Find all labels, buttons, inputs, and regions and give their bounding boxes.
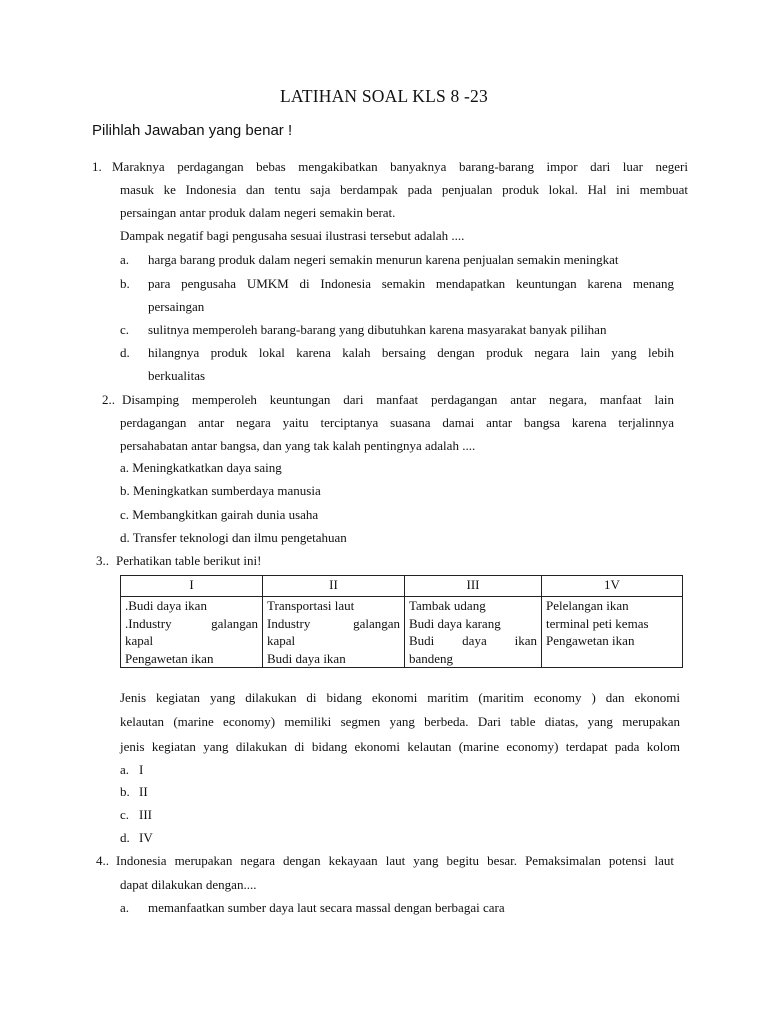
q2-option-c: c. Membangkitkan gairah dunia usaha [120,507,319,522]
page-title: LATIHAN SOAL KLS 8 -23 [280,86,488,106]
instruction-heading: Pilihlah Jawaban yang benar ! [92,122,293,139]
table-cell-col-2 [263,597,405,668]
q1-option-letter: a. [120,252,130,267]
cell-line: Industry galangan [267,615,400,631]
q1-text-line: Dampak negatif bagi pengusaha sesuai ilustrasi tersebut adalah .... [120,228,465,243]
q3-text-line: Jenis kegiatan yang dilakukan di bidang ekonomi maritim (maritim economy ) dan ekonomi [120,690,680,705]
q3-text-line: jenis kegiatan yang dilakukan di bidang ekonomi kelautan (marine economy) terdapat pada kolom [120,739,680,754]
cell-line: Pelelangan ikan [546,598,629,613]
q1-option-a: harga barang produk dalam negeri semakin menurun karena penjualan semakin meningkat [148,252,619,267]
cell-line: .Industry galangan [125,615,258,631]
q1-text-line: masuk ke Indonesia dan tentu saja berdampak pada penjualan produk lokal. Hal ini membuat [120,182,688,197]
q1-option-letter: c. [120,322,130,337]
cell-line: Tambak udang [409,598,486,613]
q4-text-line: Indonesia merupakan negara dengan kekayaan laut yang begitu besar. Pemaksimalan potensi laut [116,853,674,868]
q3-intro: Perhatikan table berikut ini! [116,553,262,568]
q1-option-letter: d. [120,345,130,360]
cell-line: Budi daya karang [409,615,501,631]
q3-option-letter: a. [120,762,130,777]
table-cell-col-4 [542,597,683,668]
q4-option-letter: a. [120,900,130,915]
q1-option-letter: b. [120,276,130,291]
q3-option-letter: d. [120,830,130,845]
q3-option-letter: b. [120,784,130,799]
cell-line: kapal [267,633,296,648]
q4-text-line: dapat dilakukan dengan.... [120,877,257,892]
q1-option-d: hilangnya produk lokal karena kalah bersaing dengan produk negara lain yang lebih [148,345,674,360]
cell-line: .Budi daya ikan [125,598,207,613]
column-header: 1V [542,576,683,597]
q3-number: 3.. [96,553,109,568]
cell-line: Budi daya ikan [267,650,346,666]
q2-option-d: d. Transfer teknologi dan ilmu pengetahuan [120,530,347,545]
q1-option-b: para pengusaha UMKM di Indonesia semakin mendapatkan keuntungan karena menang [148,276,674,291]
q1-option-c: sulitnya memperoleh barang-barang yang dibutuhkan karena masyarakat banyak pilihan [148,322,607,337]
q2-text-line: persahabatan antar bangsa, dan yang tak kalah pentingnya adalah .... [120,438,476,453]
cell-line: kapal [125,633,154,648]
activity-table [120,575,683,668]
column-header: II [263,576,405,597]
q3-text-line: kelautan (marine economy) memiliki segmen yang berbeda. Dari table diatas, yang merupakan [120,714,680,729]
q1-text-line: persaingan antar produk dalam negeri semakin berat. [120,205,396,220]
column-header: I [121,576,263,597]
q3-option-letter: c. [120,807,130,822]
q1-option-b-cont: persaingan [148,299,205,314]
q2-number: 2.. [102,392,115,407]
q2-option-a: a. Meningkatkatkan daya saing [120,460,282,475]
q3-option-b: II [139,784,148,799]
q3-option-a: I [139,762,144,777]
table-cell-col-1 [121,597,263,668]
cell-line: Pengawetan ikan [546,633,635,648]
cell-line: Pengawetan ikan [125,650,214,666]
cell-line: terminal peti kemas [546,615,649,631]
table-row [121,597,683,668]
q2-text-line: perdagangan antar negara yaitu terciptanya suasana damai antar bangsa karena terjalinnya [120,415,674,430]
cell-line: Transportasi laut [267,598,355,613]
q2-option-b: b. Meningkatkan sumberdaya manusia [120,483,321,498]
q1-text-line: Maraknya perdagangan bebas mengakibatkan banyaknya barang-barang impor dari luar negeri [112,159,688,174]
column-header: III [405,576,542,597]
table-header-row [121,576,683,597]
table-cell-col-3 [405,597,542,668]
q4-option-a: memanfaatkan sumber daya laut secara massal dengan berbagai cara [148,900,505,915]
q4-number: 4.. [96,853,109,868]
q1-number: 1. [92,159,102,174]
q3-option-d: IV [139,830,153,845]
cell-line: bandeng [409,650,454,666]
cell-line: Budi daya ikan [409,633,537,648]
q1-option-d-cont: berkualitas [148,368,206,383]
q3-option-c: III [139,807,152,822]
q2-text-line: Disamping memperoleh keuntungan dari manfaat perdagangan antar negara, manfaat lain [122,392,674,407]
